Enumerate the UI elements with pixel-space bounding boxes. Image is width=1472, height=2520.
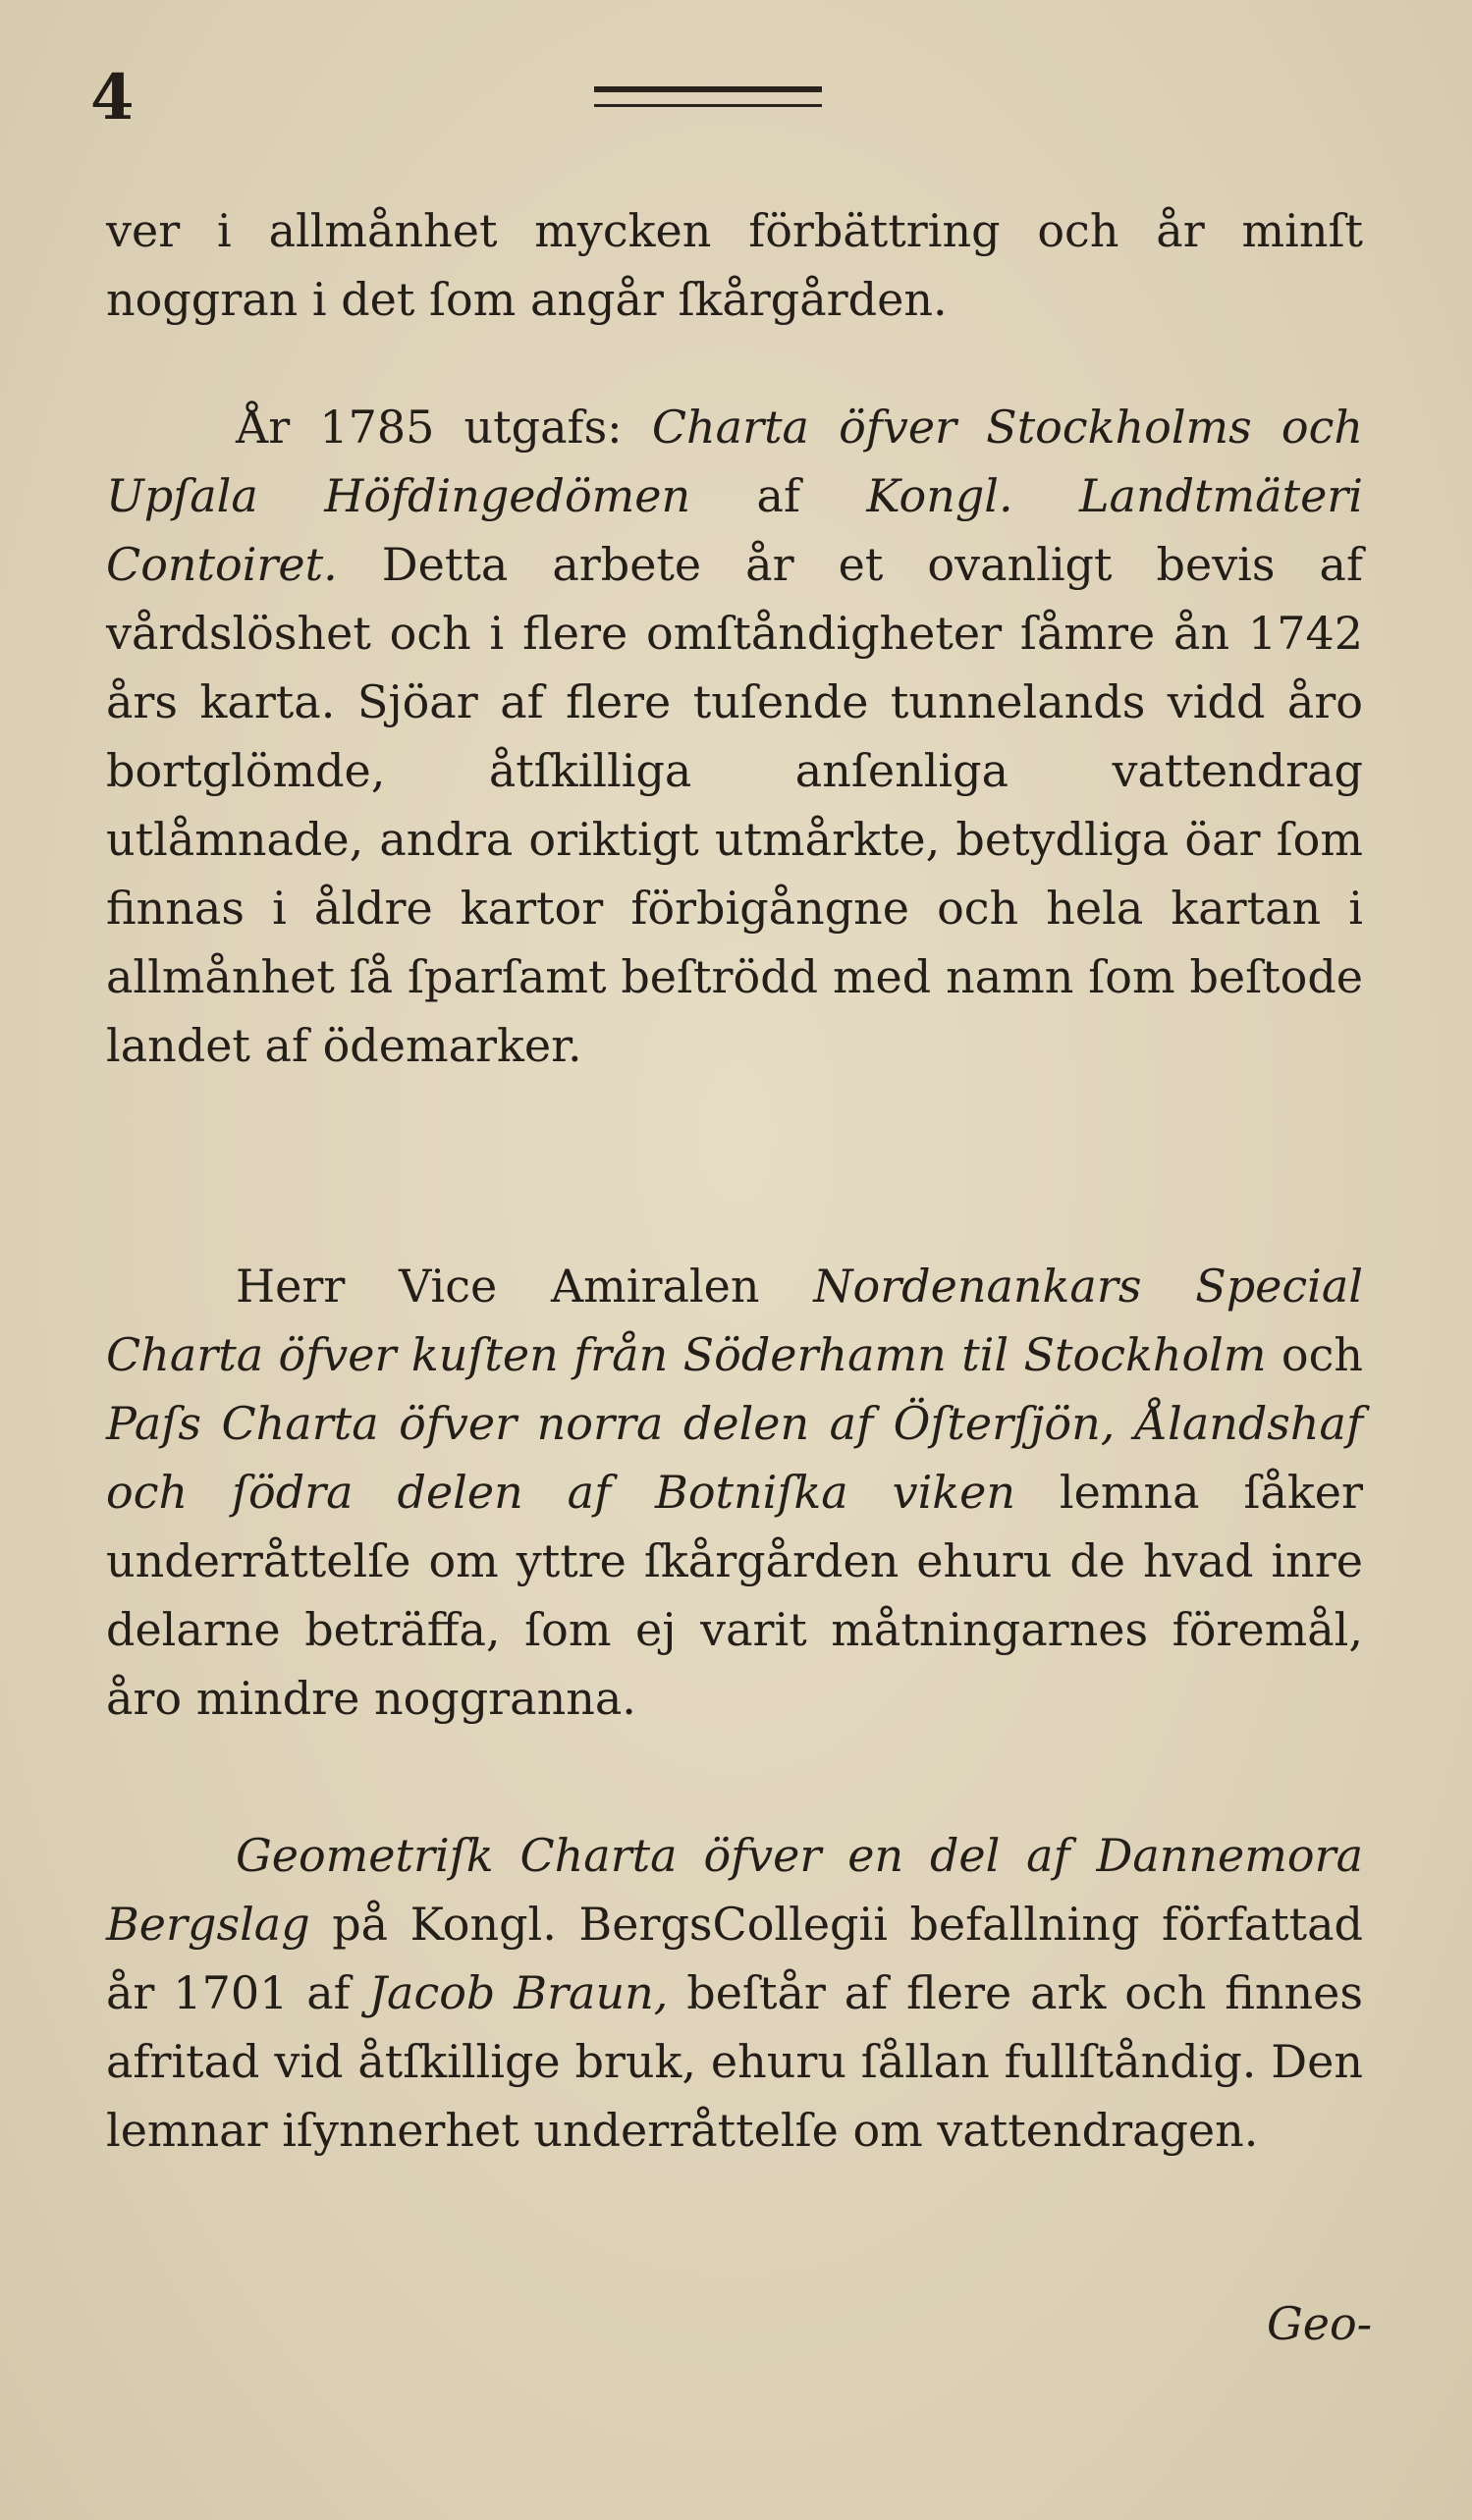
author-name: Jacob Braun, (368, 1966, 669, 2019)
paragraph-text (106, 393, 1363, 1080)
text-segment: lemna ſåker underråttelſe om yttre ſkårgården ehuru de hvad inre delarne beträffa, ſom ej varit måtningarnes föremål, åro mindre noggranna. (106, 1466, 1363, 1725)
text-segment: beſtår af flere ark och finnes afritad vid åtſkillige bruk, ehuru ſållan fullſtåndig. Den lemnar iſynnerhet underråttelſe om vattendragen. (106, 1966, 1364, 2157)
paragraph-text (106, 1821, 1363, 2165)
text-segment: af (690, 469, 867, 522)
header-rule-thick (594, 86, 822, 92)
map-title: Geometriſk Charta öfver en del af Dannemora Bergslag (106, 1829, 1363, 1951)
header-rule-thin (594, 104, 822, 107)
paragraph-1 (106, 196, 1363, 334)
institution-name: Kongl. Landtmäteri Contoiret. (106, 469, 1363, 591)
page-number: 4 (90, 61, 135, 134)
paragraph-2 (106, 393, 1363, 1080)
paragraph-text (106, 196, 1363, 334)
text-segment: Detta arbete år et ovanligt bevis af vårdslöshet och i flere omſtåndigheter ſåmre ån 1742 års karta. Sjöar af flere tuſende tunnelands vidd åro bortglömde, åtſkilliga anſenliga vattendrag utlåmnade, andra oriktigt utmårkte, betydliga öar ſom finnas i åldre kartor förbigångne och hela kartan i allmånhet ſå ſparſamt beſtrödd med namn ſom beſtode landet af ödemarker. (106, 538, 1363, 1072)
paragraph-4 (106, 1821, 1363, 2165)
text-segment: ver i allmånhet mycken förbättring och år minſt noggran i det ſom angår ſkårgården. (106, 204, 1363, 326)
text-segment: och (1266, 1328, 1363, 1381)
map-title: Paſs Charta öfver norra delen af Öſterſjön, Ålandshaf och ſödra delen af Botniſka viken (106, 1397, 1363, 1519)
catchword: Geo- (1267, 2297, 1373, 2350)
map-title: Nordenankars Special Charta öfver kuſten från Söderhamn til Stockholm (106, 1260, 1363, 1381)
paragraph-text (106, 1252, 1363, 1733)
text-segment: på Kongl. BergsCollegii befallning författad år 1701 af (106, 1898, 1363, 2019)
text-segment: Herr Vice Amiralen (236, 1260, 814, 1313)
text-segment: År 1785 utgafs: (236, 401, 652, 454)
map-title: Charta öfver Stockholms och Upſala Höfdingedömen (106, 401, 1363, 522)
paragraph-3 (106, 1252, 1363, 1733)
